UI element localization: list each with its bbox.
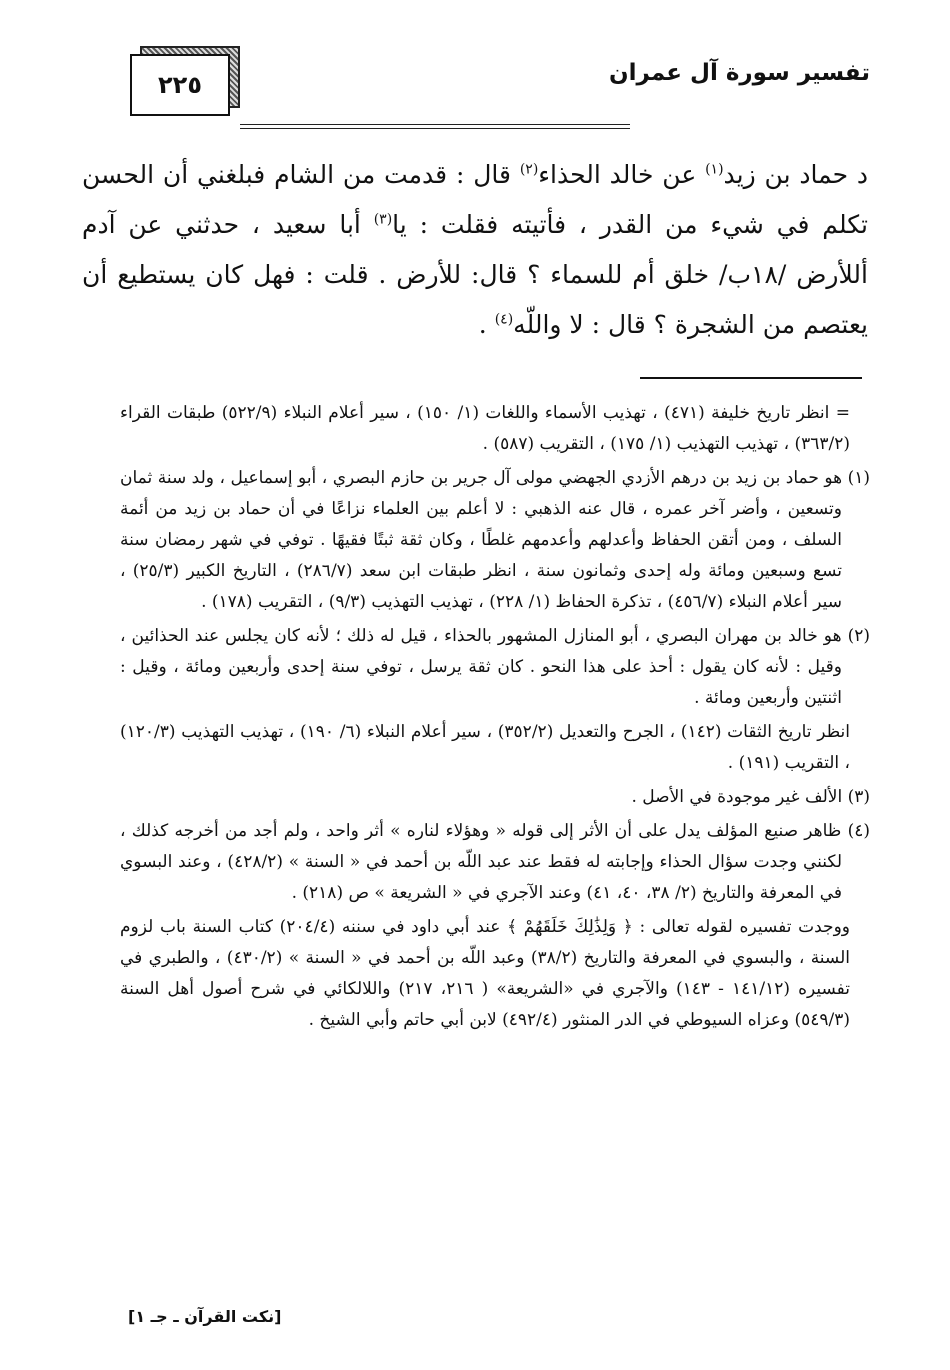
footnote-3: (٣) الألف غير موجودة في الأصل .	[631, 787, 870, 807]
footnotes	[120, 398, 870, 1039]
text-segment: عن خالد الحذاء	[538, 160, 706, 189]
page-number-box	[130, 54, 230, 116]
header-rule	[240, 124, 630, 129]
footnote-4-continuation: ووجدت تفسيره لقوله تعالى : ﴿ وَلِذَٰلِكَ خَلَقَهُمْ ﴾ عند أبي داود في سننه (٢٠٤/٤) كتاب السنة باب لزوم السنة ، والبسوي في المعرفة والتاريخ (٣٨/٢) وعبد اللّه بن أحمد في « السنة » (٤٣٠/٢) ، والطبري في تفسيره (١٤١/١٢ - ١٤٣) والآجري في «الشريعة» ( ٢١٦، ٢١٧) واللالكائي في شرح أصول أهل السنة (٥٤٩/٣) وعزاه السيوطي في الدر المنثور (٤٩٢/٤) لابن أبي حاتم وأبي الشيخ .	[120, 917, 851, 1030]
text-segment: قال : قدمت من الشام فبلغني أن الحسن تكلم في شيء من القدر ، فأتيته فقلت : يا	[82, 160, 868, 239]
footnote-2: (٢) هو خالد بن مهران البصري ، أبو المنازل المشهور بالحذاء ، قيل له ذلك ؛ لأنه كان يجلس عند الحذائين ، وقيل : لأنه كان يقول : أحذ على هذا النحو . كان ثقة يرسل ، توفي سنة إحدى وأربعين ومائة ، وقيل : اثنتين وأربعين ومائة .	[120, 626, 870, 708]
footnote-continuation: = انظر تاريخ خليفة (٤٧١) ، تهذيب الأسماء واللغات (١/ ١٥٠) ، سير أعلام النبلاء (٥٢٢/٩) طبقات القراء (٣٦٣/٢) ، تهذيب التهذيب (١/ ١٧٥) ، التقريب (٥٨٧) .	[120, 403, 850, 454]
footnote-separator	[640, 377, 862, 379]
footnote-1: (١) هو حماد بن زيد بن درهم الأزدي الجهضي مولى آل جرير بن حازم البصري ، أبو إسماعيل ، ولد سنة ثمان وتسعين ، وأضر آخر عمره ، قال عنه الذهبي : لا أعلم بين العلماء نزاعًا في أن حماد بن زيد من أئمة السلف ، ومن أتقن الحفاظ وأعدلهم وأعدمهم غلطًا ، وكان ثقة ثبتًا فقيهًا . توفي في شهر رمضان سنة تسع وسبعين ومائة وله إحدى وثمانون سنة ، انظر طبقات ابن سعد (٢٨٦/٧) ، التاريخ الكبير (٢٥/٣) ، سير أعلام النبلاء (٤٥٦/٧) ، تذكرة الحفاظ (١/ ٢٢٨) ، تهذيب التهذيب (٩/٣) ، التقريب (١٧٨) .	[120, 468, 870, 612]
footnote-ref-1: (١)	[705, 161, 724, 178]
main-paragraph	[82, 150, 868, 350]
text-segment: أبا سعيد ، حدثني عن آدم أللأرض /١٨ب/ خلق أم للسماء ؟ قال: للأرض . قلت : فهل كان يستطيع أن يعتصم من الشجرة ؟ قال : لا واللّه	[82, 210, 868, 339]
footnote-4: (٤) ظاهر صنيع المؤلف يدل على أن الأثر إلى قوله « وهؤلاء لناره » أثر واحد ، ولم أجد من أخرجه كذلك ، لكنني وجدت سؤال الحذاء وإجابته له فقط عند عبد اللّه بن أحمد في « السنة » (٤٢٨/٢) ، وعند البسوي في المعرفة والتاريخ (٢/ ٣٨، ٤٠، ٤١) وعند الآجري في « الشريعة » ص (٢١٨) .	[120, 821, 870, 903]
text-segment: د حماد بن زيد	[723, 160, 868, 189]
footnote-ref-2: (٢)	[519, 161, 539, 178]
page-header	[130, 40, 870, 120]
footnote-ref-3: (٣)	[373, 211, 393, 228]
footnote-2-sources: انظر تاريخ الثقات (١٤٢) ، الجرح والتعديل (٣٥٢/٢) ، سير أعلام النبلاء (٦/ ١٩٠) ، تهذيب التهذيب (١٢٠/٣) ، التقريب (١٩١) .	[120, 722, 850, 773]
footnote-ref-4: (٤)	[494, 311, 514, 328]
main-text	[82, 150, 868, 350]
page-number: ٢٢٥	[158, 71, 202, 99]
footer-signature: [نكت القرآن ـ جـ ١]	[128, 1307, 282, 1326]
text-segment: .	[478, 310, 495, 339]
page-title: تفسير سورة آل عمران	[609, 60, 870, 86]
